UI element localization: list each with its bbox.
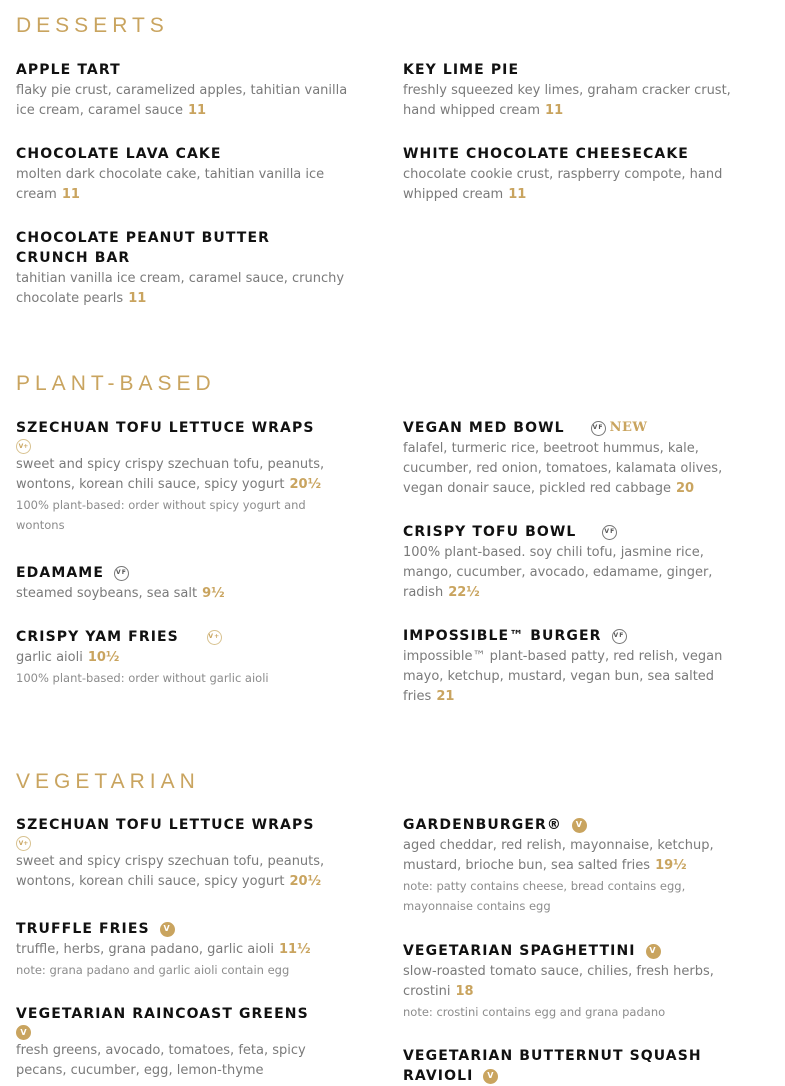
menu-item-lava-cake xyxy=(16,144,356,205)
menu-item-spaghettini xyxy=(403,941,743,1022)
item-desc: falafel, turmeric rice, beetroot hummus, kale, cucumber, red onion, tomatoes, kalamata olives, vegan donair sauce, pickled red cabbage xyxy=(403,441,723,496)
vegetarian-icon: V xyxy=(16,1025,31,1040)
menu-item-raincoast-greens xyxy=(16,1004,356,1081)
vegan-friendly-icon: VF xyxy=(114,566,129,581)
item-note: note: crostini contains egg and grana padano xyxy=(403,1005,666,1019)
menu-item-impossible-burger xyxy=(403,626,743,707)
item-name: KEY LIME PIE xyxy=(403,62,520,78)
menu-item-key-lime-pie xyxy=(403,60,743,121)
vegetarian-icon: V xyxy=(483,1069,498,1084)
item-desc: steamed soybeans, sea salt xyxy=(16,586,198,601)
item-price: 11½ xyxy=(279,942,311,957)
item-note: note: patty contains cheese, bread contains egg, mayonnaise contains egg xyxy=(403,879,686,913)
menu-item-edamame xyxy=(16,563,356,604)
vegetarian-icon: V xyxy=(572,818,587,833)
vegan-friendly-icon: VF xyxy=(612,629,627,644)
item-name-line2: RAVIOLI xyxy=(403,1068,474,1084)
item-desc: tahitian vanilla ice cream, caramel sauce, crunchy chocolate pearls xyxy=(16,271,345,306)
vegetarian-icon: V xyxy=(646,944,661,959)
item-name: VEGETARIAN RAINCOAST GREENS xyxy=(16,1006,309,1022)
item-desc: sweet and spicy crispy szechuan tofu, peanuts, wontons, korean chili sauce, spicy yogurt xyxy=(16,457,325,492)
item-name: CRISPY YAM FRIES xyxy=(16,629,179,645)
item-name: SZECHUAN TOFU LETTUCE WRAPS xyxy=(16,420,315,436)
section-title-vegetarian: VEGETARIAN xyxy=(16,770,200,793)
item-price: 11 xyxy=(128,291,147,306)
item-desc: 100% plant-based. soy chili tofu, jasmine rice, mango, cucumber, avocado, edamame, ginger, radish xyxy=(403,545,713,600)
item-price: 11 xyxy=(61,187,80,202)
menu-item-apple-tart xyxy=(16,60,356,121)
vegan-light-icon: V+ xyxy=(16,836,31,851)
item-desc: fresh greens, avocado, tomatoes, feta, spicy pecans, cucumber, egg, lemon-thyme xyxy=(16,1043,306,1078)
new-badge: NEW xyxy=(609,420,648,435)
vegan-light-icon: V+ xyxy=(16,439,31,454)
item-desc: aged cheddar, red relish, mayonnaise, ketchup, mustard, brioche bun, sea salted fries xyxy=(403,838,714,873)
item-name: EDAMAME xyxy=(16,565,104,581)
section-title-plant-based: PLANT-BASED xyxy=(16,372,216,395)
item-price: 20 xyxy=(675,481,695,496)
item-price: 11 xyxy=(508,187,527,202)
menu-item-tofu-wraps-veg xyxy=(16,815,356,892)
item-desc: chocolate cookie crust, raspberry compote, hand whipped cream xyxy=(403,167,723,202)
item-desc: slow-roasted tomato sauce, chilies, fresh herbs, crostini xyxy=(403,964,714,999)
item-desc: sweet and spicy crispy szechuan tofu, peanuts, wontons, korean chili sauce, spicy yogurt xyxy=(16,854,325,889)
item-desc: flaky pie crust, caramelized apples, tahitian vanilla ice cream, caramel sauce xyxy=(16,83,348,118)
item-name: APPLE TART xyxy=(16,62,121,78)
item-name: SZECHUAN TOFU LETTUCE WRAPS xyxy=(16,817,315,833)
item-price: 21 xyxy=(436,689,455,704)
item-name: TRUFFLE FRIES xyxy=(16,921,150,937)
menu-item-yam-fries xyxy=(16,627,356,688)
item-note: 100% plant-based: order without garlic aioli xyxy=(16,671,269,685)
item-price: 10½ xyxy=(87,650,120,665)
menu-item-med-bowl xyxy=(403,418,743,499)
item-desc: truffle, herbs, grana padano, garlic aioli xyxy=(16,942,275,957)
item-price: 11 xyxy=(545,103,564,118)
item-name: VEGAN MED BOWL xyxy=(403,420,565,436)
menu-item-pb-bar xyxy=(16,228,356,309)
menu-item-truffle-fries xyxy=(16,919,356,980)
item-name-line1: CHOCOLATE PEANUT BUTTER xyxy=(16,230,270,246)
item-name: WHITE CHOCOLATE CHEESECAKE xyxy=(403,146,689,162)
item-desc: freshly squeezed key limes, graham cracker crust, hand whipped cream xyxy=(403,83,731,118)
item-name: CRISPY TOFU BOWL xyxy=(403,524,577,540)
item-note: note: grana padano and garlic aioli contain egg xyxy=(16,963,290,977)
menu-item-gardenburger xyxy=(403,815,743,916)
item-price: 19½ xyxy=(655,858,687,873)
item-desc: molten dark chocolate cake, tahitian vanilla ice cream xyxy=(16,167,325,202)
section-title-desserts: DESSERTS xyxy=(16,14,169,37)
vegan-light-icon: V+ xyxy=(207,630,222,645)
menu-item-tofu-bowl xyxy=(403,522,743,603)
item-name: GARDENBURGER® xyxy=(403,817,562,833)
vegan-friendly-icon: VF xyxy=(602,525,617,540)
menu-item-cheesecake xyxy=(403,144,743,205)
item-price: 11 xyxy=(187,103,207,118)
item-price: 9½ xyxy=(202,586,225,601)
item-name: VEGETARIAN SPAGHETTINI xyxy=(403,943,636,959)
menu-item-tofu-wraps-plant xyxy=(16,418,356,535)
vegan-friendly-icon: VF xyxy=(591,421,606,436)
item-name-line2: CRUNCH BAR xyxy=(16,250,131,266)
menu-item-butternut-ravioli xyxy=(403,1046,743,1086)
item-note: 100% plant-based: order without spicy yogurt and wontons xyxy=(16,498,306,532)
item-price: 22½ xyxy=(448,585,480,600)
item-name-line1: VEGETARIAN BUTTERNUT SQUASH xyxy=(403,1048,702,1064)
item-desc: garlic aioli xyxy=(16,650,83,665)
item-desc: impossible™ plant-based patty, red relish, vegan mayo, ketchup, mustard, vegan bun, sea salted fries xyxy=(403,649,723,704)
vegetarian-icon: V xyxy=(160,922,175,937)
item-price: 18 xyxy=(455,984,474,999)
item-name: CHOCOLATE LAVA CAKE xyxy=(16,146,222,162)
item-price: 20½ xyxy=(289,477,322,492)
item-name: IMPOSSIBLE™ BURGER xyxy=(403,628,602,644)
item-price: 20½ xyxy=(289,874,322,889)
